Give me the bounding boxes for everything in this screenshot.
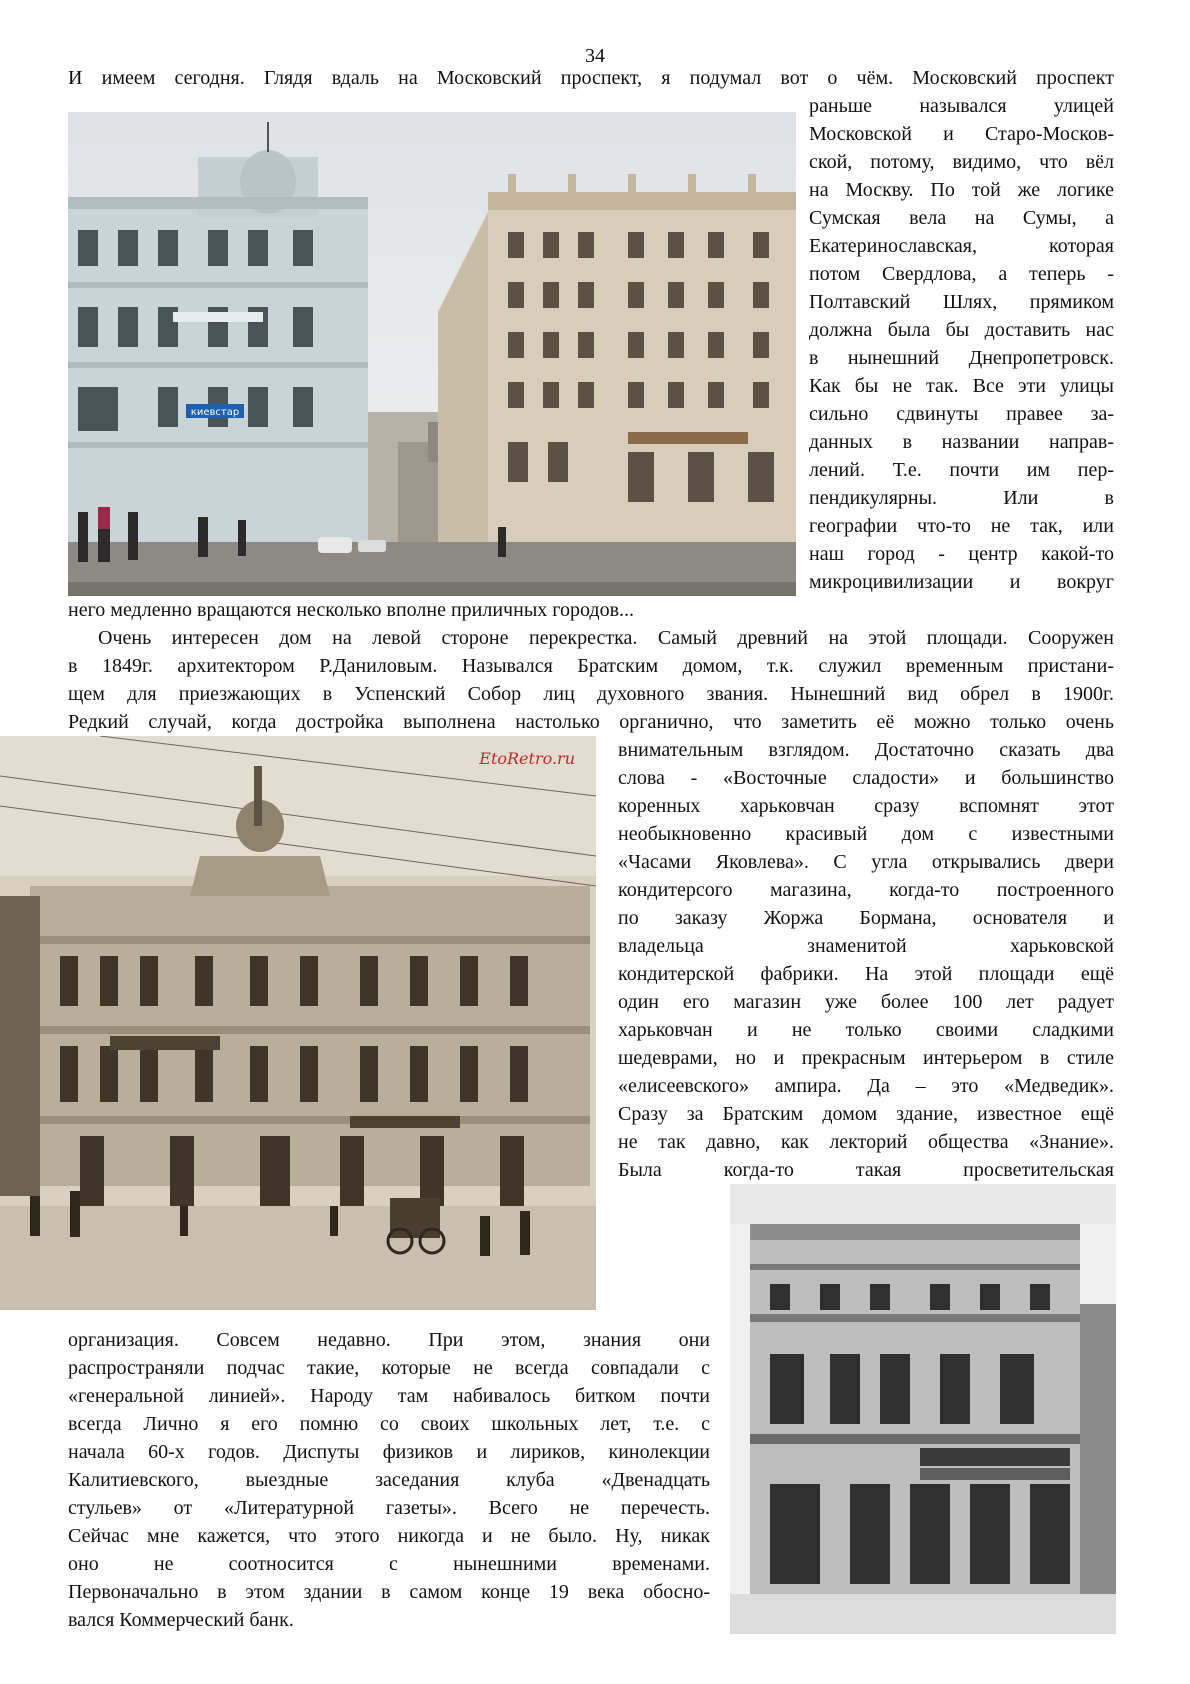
text-line: Калитиевского, выездные заседания клуба «Двенадцать: [68, 1469, 710, 1491]
text-line: наш город - центр какой-то: [809, 543, 1114, 565]
text-line: харьковчан и не только своими сладкими: [618, 1019, 1114, 1041]
text-line: кондитерсого магазина, когда-то построенного: [618, 879, 1114, 901]
text-line: пендикулярны. Или в: [809, 487, 1114, 509]
text-line: «елисеевского» ампира. Да – это «Медведик».: [618, 1075, 1114, 1097]
text-line: коренных харьковчан сразу вспомнят этот: [618, 795, 1114, 817]
text-line: оно не соотносится с нынешними временами.: [68, 1553, 710, 1575]
text-line: Сумская вела на Сумы, а: [809, 207, 1114, 229]
text-line: потом Свердлова, а теперь -: [809, 263, 1114, 285]
text-line: внимательным взглядом. Достаточно сказать два: [618, 739, 1114, 761]
text-line: владельца знаменитой харьковской: [618, 935, 1114, 957]
text-line: должна была бы доставить нас: [809, 319, 1114, 341]
street-photo: [68, 112, 796, 596]
historic-photo-commercial-bank: [730, 1184, 1116, 1634]
text-line: данных в названии направ-: [809, 431, 1114, 453]
text-line: стульев» от «Литературной газеты». Всего не перечесть.: [68, 1497, 710, 1519]
shop-sign-text: киевстар: [190, 407, 240, 418]
text-line: Первоначально в этом здании в самом конце 19 века обосно-: [68, 1581, 710, 1603]
watermark-text: EtoRetro.ru: [479, 749, 575, 768]
text-line: И имеем сегодня. Глядя вдаль на Московский проспект, я подумал вот о чём. Московский проспект: [68, 67, 1114, 89]
text-line: него медленно вращаются несколько вполне приличных городов...: [68, 599, 635, 621]
text-line: ской, потому, видимо, что вёл: [809, 151, 1114, 173]
text-line: Полтавский Шлях, прямиком: [809, 291, 1114, 313]
text-line: щем для приезжающих в Успенский Собор лиц духовного звания. Нынешний вид обрел в 1900г.: [68, 683, 1114, 705]
text-line: организация. Совсем недавно. При этом, знания они: [68, 1329, 710, 1351]
text-line: Екатеринославская, которая: [809, 235, 1114, 257]
text-line: Сразу за Братским домом здание, известное ещё: [618, 1103, 1114, 1125]
text-line: Очень интересен дом на левой стороне перекрестка. Самый древний на этой площади. Сооружен: [98, 627, 1114, 649]
text-line: лений. Т.е. почти им пер-: [809, 459, 1114, 481]
text-line: всегда Лично я его помню со своих школьных лет, т.е. с: [68, 1413, 710, 1435]
text-line: Была когда-то такая просветительская: [618, 1159, 1114, 1181]
text-line: необыкновенно красивый дом с известными: [618, 823, 1114, 845]
text-line: на Москву. По той же логике: [809, 179, 1114, 201]
text-line: кондитерской фабрики. На этой площади ещё: [618, 963, 1114, 985]
text-line: Редкий случай, когда достройка выполнена настолько органично, что заметить её можно только очень: [68, 711, 1114, 733]
text-line: начала 60-х годов. Диспуты физиков и лириков, кинолекции: [68, 1441, 710, 1463]
text-line: вался Коммерческий банк.: [68, 1609, 294, 1631]
historic-photo-brotherhood-house: [0, 736, 596, 1310]
text-line: «генеральной линией». Народу там набивалось битком почти: [68, 1385, 710, 1407]
page-number: 34: [585, 45, 605, 67]
text-line: по заказу Жоржа Бормана, основателя и: [618, 907, 1114, 929]
text-line: не так давно, как лекторий общества «Знание».: [618, 1131, 1114, 1153]
text-line: «Часами Яковлева». С угла открывались двери: [618, 851, 1114, 873]
text-line: микроцивилизации и вокруг: [809, 571, 1114, 593]
text-line: сильно сдвинуты правее за-: [809, 403, 1114, 425]
text-line: раньше назывался улицей: [809, 95, 1114, 117]
text-line: Как бы не так. Все эти улицы: [809, 375, 1114, 397]
text-line: в 1849г. архитектором Р.Даниловым. Назывался Братским домом, т.к. служил временным пристани-: [68, 655, 1114, 677]
text-line: распространяли подчас такие, которые не всегда совпадали с: [68, 1357, 710, 1379]
text-line: шедеврами, но и прекрасным интерьером в стиле: [618, 1047, 1114, 1069]
text-line: Сейчас мне кажется, что этого никогда и не было. Ну, никак: [68, 1525, 710, 1547]
text-line: в нынешний Днепропетровск.: [809, 347, 1114, 369]
text-line: географии что-то не так, или: [809, 515, 1114, 537]
text-line: один его магазин уже более 100 лет радует: [618, 991, 1114, 1013]
text-line: Московской и Старо-Москов-: [809, 123, 1114, 145]
text-line: слова - «Восточные сладости» и большинство: [618, 767, 1114, 789]
